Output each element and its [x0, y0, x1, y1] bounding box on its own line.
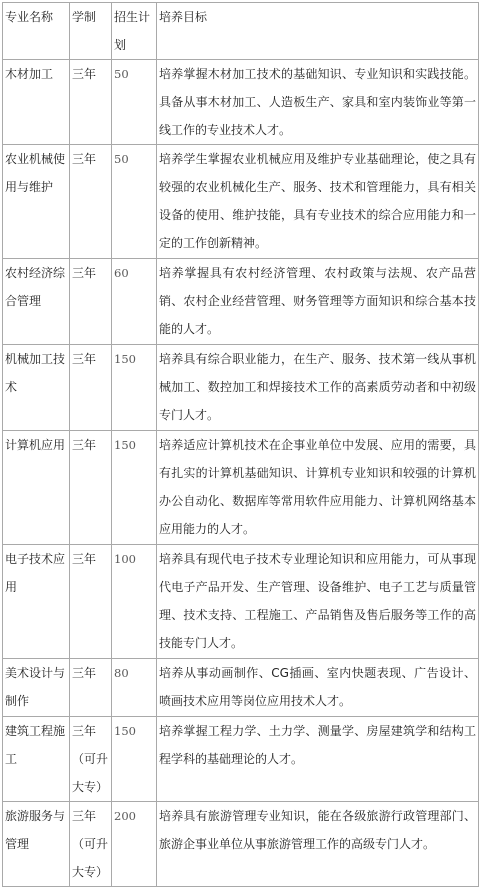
major-cell: 建筑工程施工: [3, 717, 70, 802]
goal-cell: 培养具有现代电子技术专业理论知识和应用能力，可从事现代电子产品开发、生产管理、设备维护、电子工艺与质量管理、技术支持、工程施工、产品销售及售后服务等工作的高技能专门人才。: [157, 545, 479, 659]
goal-cell: 培养掌握工程力学、土力学、测量学、房屋建筑学和结构工程学科的基础理论的人才。: [157, 717, 479, 802]
table-row: [3, 659, 479, 717]
quota-cell: 80: [112, 659, 157, 717]
duration-cell: 三年（可升大专）: [70, 802, 112, 887]
header-row: [3, 3, 479, 60]
major-cell: 计算机应用: [3, 431, 70, 545]
duration-cell: 三年: [70, 545, 112, 659]
duration-cell: 三年: [70, 145, 112, 259]
major-cell: 旅游服务与管理: [3, 802, 70, 887]
quota-cell: 150: [112, 431, 157, 545]
quota-cell: 60: [112, 259, 157, 345]
duration-cell: 三年: [70, 659, 112, 717]
major-cell: 农业机械使用与维护: [3, 145, 70, 259]
table-row: [3, 545, 479, 659]
table-row: [3, 259, 479, 345]
majors-table-body: [3, 3, 479, 887]
goal-cell: 培养学生掌握农业机械应用及维护专业基础理论，使之具有较强的农业机械化生产、服务、技术和管理能力，具有相关设备的使用、维护技能，具有专业技术的综合应用能力和一定的工作创新精神。: [157, 145, 479, 259]
header-major: 专业名称: [3, 3, 70, 60]
quota-cell: 200: [112, 802, 157, 887]
goal-cell: 培养掌握木材加工技术的基础知识、专业知识和实践技能。具备从事木材加工、人造板生产、家具和室内装饰业等第一线工作的专业技术人才。: [157, 60, 479, 145]
quota-cell: 150: [112, 345, 157, 431]
quota-cell: 150: [112, 717, 157, 802]
goal-cell: 培养具有综合职业能力，在生产、服务、技术第一线从事机械加工、数控加工和焊接技术工作的高素质劳动者和中初级专门人才。: [157, 345, 479, 431]
quota-cell: 100: [112, 545, 157, 659]
table-row: [3, 345, 479, 431]
duration-cell: 三年（可升大专）: [70, 717, 112, 802]
major-cell: 农村经济综合管理: [3, 259, 70, 345]
table-row: [3, 145, 479, 259]
duration-cell: 三年: [70, 259, 112, 345]
quota-cell: 50: [112, 60, 157, 145]
goal-cell: 培养适应计算机技术在企事业单位中发展、应用的需要，具有扎实的计算机基础知识、计算机专业知识和较强的计算机办公自动化、数据库等常用软件应用能力、计算机网络基本应用能力的人才。: [157, 431, 479, 545]
goal-cell: 培养从事动画制作、CG插画、室内快题表现、广告设计、喷画技术应用等岗位应用技术人才。: [157, 659, 479, 717]
major-cell: 电子技术应用: [3, 545, 70, 659]
header-goal: 培养目标: [157, 3, 479, 60]
goal-cell: 培养掌握具有农村经济管理、农村政策与法规、农产品营销、农村企业经营管理、财务管理等方面知识和综合基本技能的人才。: [157, 259, 479, 345]
table-row: [3, 60, 479, 145]
quota-cell: 50: [112, 145, 157, 259]
major-cell: 机械加工技术: [3, 345, 70, 431]
goal-cell: 培养具有旅游管理专业知识，能在各级旅游行政管理部门、旅游企事业单位从事旅游管理工作的高级专门人才。: [157, 802, 479, 887]
major-cell: 美术设计与制作: [3, 659, 70, 717]
majors-table: [2, 2, 479, 887]
major-cell: 木材加工: [3, 60, 70, 145]
table-row: [3, 431, 479, 545]
table-row: [3, 802, 479, 887]
duration-cell: 三年: [70, 431, 112, 545]
duration-cell: 三年: [70, 345, 112, 431]
duration-cell: 三年: [70, 60, 112, 145]
table-row: [3, 717, 479, 802]
header-duration: 学制: [70, 3, 112, 60]
header-quota: 招生计划: [112, 3, 157, 60]
